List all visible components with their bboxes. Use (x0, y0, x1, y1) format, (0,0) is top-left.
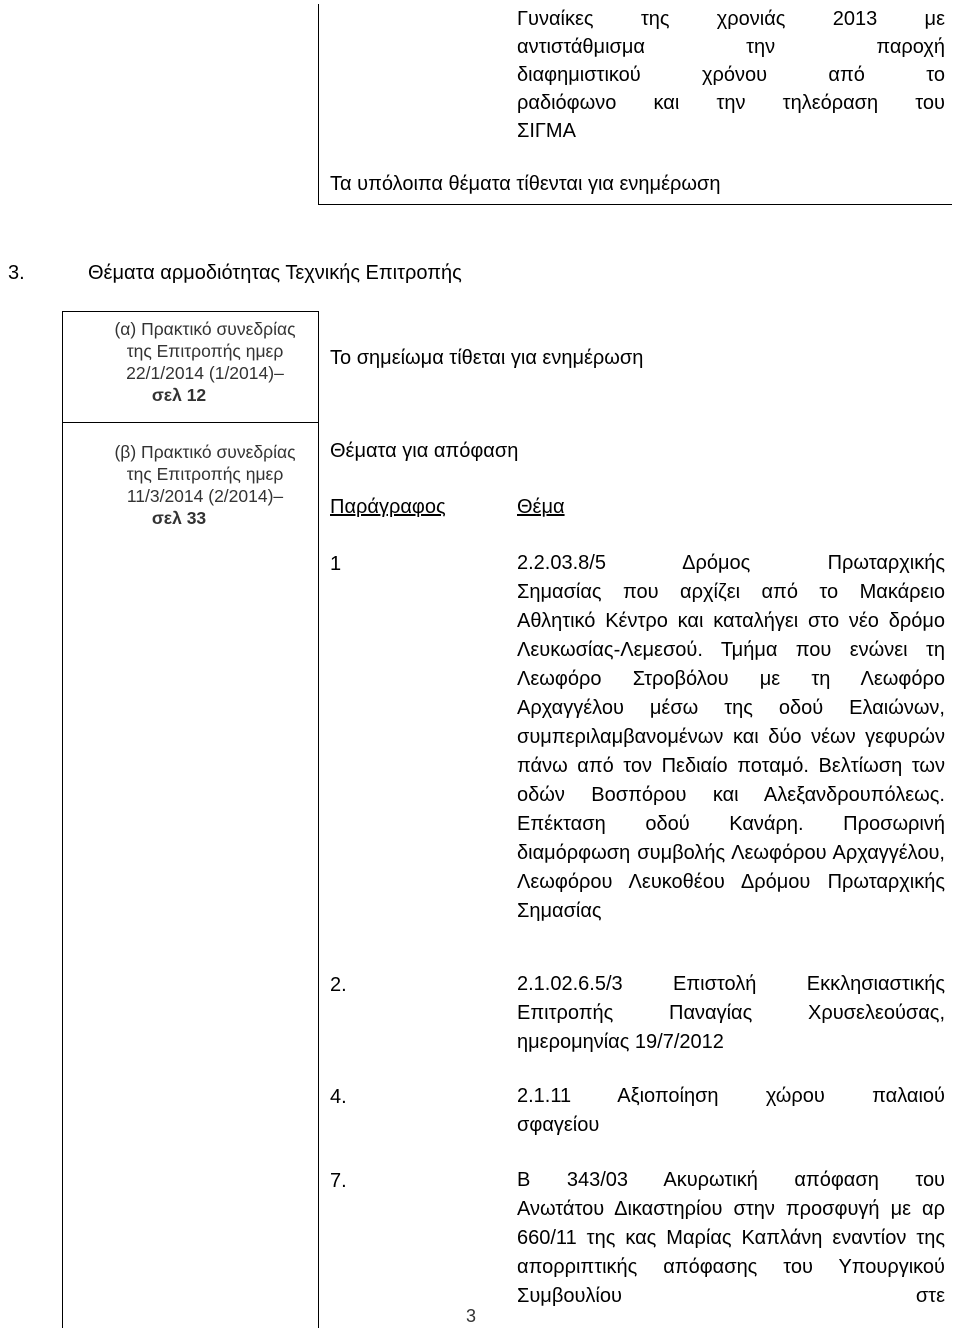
top-block (517, 5, 945, 145)
col-header-subject: Θέμα (517, 496, 565, 518)
col-header-paragraph: Παράγραφος (330, 496, 446, 518)
item-text (517, 1082, 945, 1140)
minutes-a-line: της Επιτροπής ημερ (126, 341, 284, 361)
top-line: Γυναίκες της χρονιάς 2013 με (517, 8, 945, 30)
top-line: ΣΙΓΜΑ (517, 120, 576, 142)
minutes-a (105, 318, 305, 406)
minutes-b (105, 441, 305, 529)
top-line: διαφημιστικού χρόνου από το (517, 64, 945, 86)
minutes-b-line: της Επιτροπής ημερ (126, 464, 284, 484)
item-first-line: Β 343/03 Ακυρωτική απόφαση του (517, 1169, 945, 1191)
item-first-line: 2.1.11 Αξιοποίηση χώρου παλαιού (517, 1085, 945, 1107)
row-divider (62, 422, 319, 423)
item-text (517, 1166, 945, 1311)
item-first-line: 2.1.02.6.5/3 Επιστολή Εκκλησιαστικής (517, 973, 945, 995)
info-note: Τα υπόλοιπα θέματα τίθενται για ενημέρωση (330, 173, 721, 195)
minutes-a-line: (α) Πρακτικό συνεδρίας (114, 319, 296, 339)
minutes-b-page: σελ 33 (151, 508, 207, 528)
item-first-line: 2.2.03.8/5 Δρόμος Πρωταρχικής (517, 552, 945, 574)
item-body: Σημασίας που αρχίζει από το Μακάρειο Αθλητικό Κέντρο και καταλήγει στο νέο δρόμο Λευκωσίας-Λεμεσού. Τμήμα που ενώνει τη Λεωφόρο Στροβόλου με τη Λεωφόρο Αρχαγγέλου μέσω της οδού Ελαιώνων, συμπεριλαμβανομένων και δύο νέων γεφυρών πάνω από τον Πεδιαίο ποταμό. Βελτίωση των οδών Βοσπόρου και Αλεξανδρουπόλεως. Επέκταση οδού Κανάρη. Προσωρινή διαμόρφωση συμβολής Λεωφόρου Αρχαγγέλου, Λεωφόρου Λευκοθέου Δρόμου Πρωταρχικής Σημασίας (517, 581, 945, 922)
top-line: αντιστάθμισμα την παροχή (517, 36, 945, 58)
minutes-a-line: 22/1/2014 (1/2014)– (126, 363, 284, 383)
item-body: Ανωτάτου Δικαστηρίου στην προσφυγή με αρ 660/11 της κας Μαρίας Καπλάνη εναντίον της απορριπτικής απόφασης του Υπουργικού Συμβουλίου στε (517, 1198, 945, 1307)
item-number: 1 (330, 553, 342, 575)
table-top-border (62, 311, 319, 312)
top-cell-left-border (318, 4, 319, 205)
minutes-b-line: (β) Πρακτικό συνεδρίας (114, 442, 296, 462)
item-number: 4. (330, 1086, 347, 1108)
page-number: 3 (466, 1306, 477, 1326)
item-number: 2. (330, 974, 347, 996)
item-body: σφαγείου (517, 1114, 600, 1136)
section-title: Θέματα αρμοδιότητας Τεχνικής Επιτροπής (88, 262, 462, 284)
top-cell-bottom-border (318, 204, 952, 205)
item-text (517, 970, 945, 1057)
item-number: 7. (330, 1170, 347, 1192)
item-body: Επιτροπής Παναγίας Χρυσελεούσας, ημερομηνίας 19/7/2012 (517, 1002, 945, 1053)
top-line: ραδιόφωνο και την τηλεόραση του (517, 92, 945, 114)
minutes-b-line: 11/3/2014 (2/2014)– (126, 486, 284, 506)
item-text (517, 549, 945, 926)
column-divider (318, 311, 319, 1328)
minutes-a-page: σελ 12 (151, 385, 207, 405)
memo-info: Το σημείωμα τίθεται για ενημέρωση (330, 347, 644, 369)
decision-heading: Θέματα για απόφαση (330, 440, 519, 462)
table-left-border (62, 311, 63, 1328)
section-number: 3. (8, 262, 25, 284)
